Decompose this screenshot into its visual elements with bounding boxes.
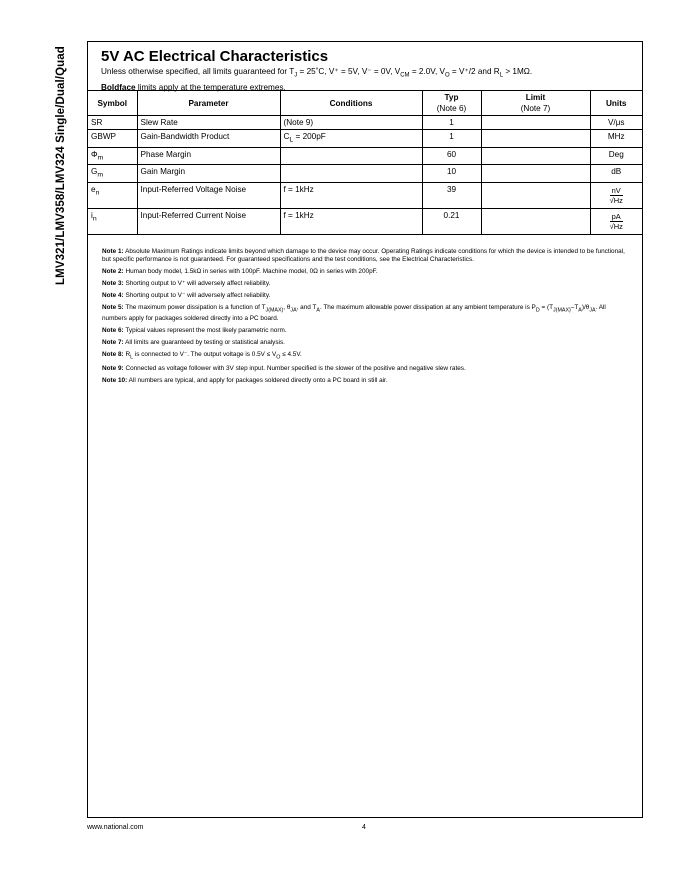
- note-item: Note 2: Human body model, 1.5kΩ in series with 100pF. Machine model, 0Ω in series with 200pF.: [102, 268, 378, 276]
- side-title-text: LMV321/LMV358/LMV324 Single/Dual/Quad: [55, 46, 67, 285]
- cell-limit: [481, 116, 590, 130]
- cell-typ: 60: [422, 147, 481, 165]
- note-item: Note 3: Shorting output to V⁺ will adversely affect reliability.: [102, 280, 271, 288]
- cell-parameter: Input-Referred Current Noise: [137, 208, 280, 234]
- cell-typ: 0.21: [422, 208, 481, 234]
- table-header-row: [88, 91, 642, 116]
- note-item: Note 10: All numbers are typical, and apply for packages soldered directly onto a PC board in still air.: [102, 377, 388, 385]
- cell-units: [590, 208, 642, 234]
- cell-parameter: Input-Referred Voltage Noise: [137, 182, 280, 208]
- unit-fraction: $\frac{pA}{√Hz}$: [609, 211, 623, 231]
- boldface-word: Boldface: [101, 82, 136, 92]
- notes-section: [102, 248, 630, 389]
- header-conditions: Conditions: [280, 91, 422, 116]
- cell-symbol: $\Phi_m$: [88, 147, 137, 165]
- header-symbol: Symbol: [88, 91, 137, 116]
- table-row: [88, 147, 642, 165]
- table-row: [88, 130, 642, 148]
- cell-conditions: f = 1kHz: [280, 182, 422, 208]
- cell-units: Deg: [590, 147, 642, 165]
- cell-symbol: SR: [88, 116, 137, 130]
- cell-limit: [481, 208, 590, 234]
- footer-website-link[interactable]: www.national.com: [87, 824, 144, 831]
- cell-symbol: $i_n$: [88, 208, 137, 234]
- note-item: Note 8: $R_L$ is connected to V⁻. The output voltage is $0.5V \le V_O \le 4.5V$.: [102, 351, 302, 361]
- cell-units: [590, 182, 642, 208]
- cell-parameter: Phase Margin: [137, 147, 280, 165]
- header-parameter: Parameter: [137, 91, 280, 116]
- cell-symbol: $G_m$: [88, 165, 137, 183]
- note-item: Note 9: Connected as voltage follower with 3V step input. Number specified is the slower of the positive and negative slew rates.: [102, 365, 466, 373]
- header-units: Units: [590, 91, 642, 116]
- cell-typ: 10: [422, 165, 481, 183]
- cell-typ: 39: [422, 182, 481, 208]
- note-item: Note 6: Typical values represent the most likely parametric norm.: [102, 327, 287, 335]
- cell-limit: [481, 130, 590, 148]
- cell-conditions: [280, 147, 422, 165]
- cell-parameter: Slew Rate: [137, 116, 280, 130]
- cell-conditions: $C_L = 200pF$: [280, 130, 422, 148]
- header-typ: Typ (Note 6): [422, 91, 481, 116]
- table-row: [88, 165, 642, 183]
- cell-conditions: (Note 9): [280, 116, 422, 130]
- note-item: Note 5: The maximum power dissipation is a function of $T_{J(MAX)}$, $\theta_{JA}$, and $T_A$. The maximum allowable power dissipation at any ambient temperature is $P_D = (T_{J(MAX)}-T_A)/\theta_{JA}$. All numbers apply for packages soldered directly into a PC board.: [102, 304, 606, 323]
- page-number: 4: [362, 824, 366, 831]
- note-item: Note 7: All limits are guaranteed by testing or statistical analysis.: [102, 339, 285, 347]
- intro-text: Unless otherwise specified, all limits guaranteed for $T_J$ = 25˚C, V⁺ = 5V, V⁻ = 0V, $V_{CM} = 2.0V$, $V_O = V^+/2$ and $R_L > 1M\Omega$. Boldface limits apply at the temperature extremes.: [101, 67, 533, 92]
- table-row: [88, 116, 642, 130]
- note-item: Note 1: Absolute Maximum Ratings indicate limits beyond which damage to the device may occur. Operating Ratings indicate conditions for which the device is intended to be functional, but specific performance is not guaranteed. For guaranteed specifications and the test conditions, see the Electrical Characteristics.: [102, 248, 625, 264]
- cell-conditions: [280, 165, 422, 183]
- note-item: Note 4: Shorting output to V⁻ will adversely affect reliability.: [102, 292, 271, 300]
- table-row: [88, 182, 642, 208]
- table-row: [88, 208, 642, 234]
- header-limit: Limit (Note 7): [481, 91, 590, 116]
- cell-units: MHz: [590, 130, 642, 148]
- cell-units: V/μs: [590, 116, 642, 130]
- cell-parameter: Gain-Bandwidth Product: [137, 130, 280, 148]
- cell-symbol: GBWP: [88, 130, 137, 148]
- cell-typ: 1: [422, 116, 481, 130]
- cell-typ: 1: [422, 130, 481, 148]
- section-title: 5V AC Electrical Characteristics: [101, 48, 329, 65]
- unit-fraction: $\frac{nV}{√Hz}$: [609, 185, 623, 205]
- cell-units: dB: [590, 165, 642, 183]
- cell-limit: [481, 182, 590, 208]
- cell-limit: [481, 165, 590, 183]
- cell-symbol: $e_n$: [88, 182, 137, 208]
- cell-parameter: Gain Margin: [137, 165, 280, 183]
- ac-characteristics-table: [88, 90, 642, 235]
- cell-conditions: f = 1kHz: [280, 208, 422, 234]
- cell-limit: [481, 147, 590, 165]
